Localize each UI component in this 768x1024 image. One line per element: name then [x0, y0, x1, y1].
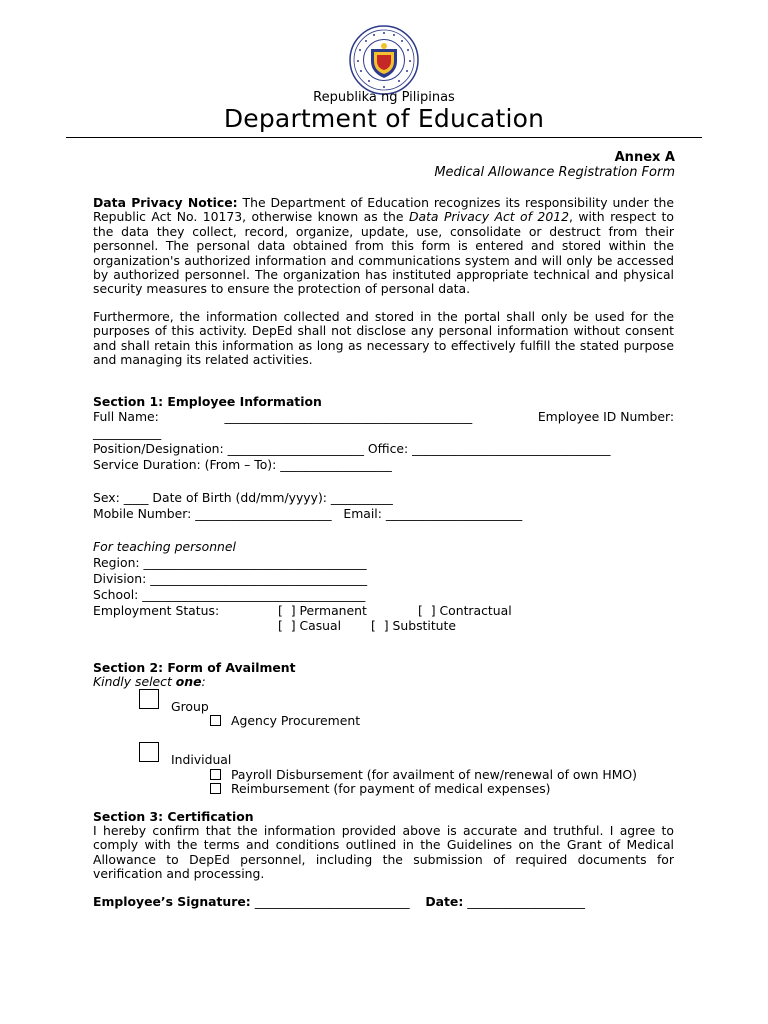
date-field[interactable]: ___________________ — [467, 894, 585, 909]
position-office-row[interactable]: Position/Designation: ______________________ Office: ________________________________ — [93, 441, 611, 456]
payroll-disbursement-label: Payroll Disbursement (for availment of new/renewal of own HMO) — [231, 767, 637, 782]
employee-id-field[interactable]: ___________ — [93, 425, 162, 440]
signature-label: Employee’s Signature: — [93, 894, 251, 909]
section-3-heading: Section 3: Certification — [93, 809, 254, 824]
full-name-label: Full Name: — [93, 409, 159, 424]
region-field[interactable]: Region: ____________________________________ — [93, 555, 367, 570]
section-2-heading: Section 2: Form of Availment — [93, 660, 296, 675]
reimbursement-option[interactable] — [210, 781, 550, 797]
privacy-text-1: The Department of Education recognizes its responsibility under the Republic Act No. 10173, otherwise known as the — [93, 195, 674, 225]
instruction-emphasis: one — [175, 674, 202, 689]
reimbursement-checkbox[interactable] — [210, 783, 221, 794]
group-label: Group — [171, 699, 209, 714]
privacy-notice — [93, 196, 674, 297]
department-title: Department of Education — [223, 104, 545, 133]
privacy-label: Data Privacy Notice: — [93, 195, 238, 210]
form-title: Medical Allowance Registration Form — [434, 165, 675, 180]
status-substitute-option[interactable]: [ ] Substitute — [371, 618, 457, 633]
section-1-heading: Section 1: Employee Information — [93, 394, 322, 409]
group-checkbox[interactable] — [139, 689, 159, 709]
deped-seal-logo — [349, 25, 419, 95]
employee-id-label: Employee ID Number: — [537, 409, 674, 424]
reimbursement-label: Reimbursement (for payment of medical expenses) — [231, 781, 551, 796]
sex-dob-row[interactable]: Sex: ____ Date of Birth (dd/mm/yyyy): __________ — [93, 490, 393, 505]
individual-checkbox[interactable] — [139, 742, 159, 762]
availment-instruction: Kindly select one: — [93, 674, 206, 689]
full-name-row — [93, 409, 674, 425]
signature-field[interactable]: _________________________ — [254, 894, 410, 909]
division-field[interactable]: Division: ___________________________________ — [93, 571, 368, 586]
employment-status-label: Employment Status: — [93, 603, 220, 618]
date-label: Date: — [425, 894, 464, 909]
teaching-personnel-note: For teaching personnel — [93, 539, 236, 554]
privacy-act-name: Data Privacy Act of 2012 — [408, 209, 569, 225]
school-field[interactable]: School: ____________________________________ — [93, 587, 366, 602]
privacy-paragraph-2: Furthermore, the information collected and stored in the portal shall only be used for the purposes of this activity. DepEd shall not disclose any personal information without consent and shall retain this information as long as necessary to effectively fulfill the stated purpose and managing its related activities. — [93, 309, 674, 368]
annex-title: Annex A — [614, 150, 675, 165]
agency-procurement-checkbox[interactable] — [210, 715, 221, 726]
mobile-email-row[interactable]: Mobile Number: ______________________ Email: ______________________ — [93, 506, 523, 521]
signature-row — [93, 894, 585, 910]
service-duration-row[interactable]: Service Duration: (From – To): __________________ — [93, 457, 392, 472]
republic-heading: Republika ng Pilipinas — [313, 90, 455, 105]
payroll-disbursement-checkbox[interactable] — [210, 769, 221, 780]
status-permanent-option[interactable]: [ ] Permanent — [278, 603, 367, 618]
full-name-field[interactable]: ________________________________________ — [224, 409, 473, 424]
status-contractual-option[interactable]: [ ] Contractual — [418, 603, 512, 618]
agency-procurement-label: Agency Procurement — [231, 713, 361, 728]
privacy-text-2: , with respect to the data they collect, record, organize, update, use, consolidate or destruct from their personnel. The personal data obtained from this form is entered and stored within the organization's authorized information and communications system and will only be accessed by authorized personnel. The organization has instituted appropriate technical and physical security measures to ensure the protection of personal data. — [93, 209, 674, 297]
agency-procurement-option[interactable] — [210, 713, 360, 729]
individual-label: Individual — [171, 752, 232, 767]
status-casual-option[interactable]: [ ] Casual — [278, 618, 342, 633]
certification-text: I hereby confirm that the information provided above is accurate and truthful. I agree to comply with the terms and conditions outlined in the Guidelines on the Grant of Medical Allowance to DepEd personnel, including the submission of required documents for verification and processing. — [93, 823, 674, 882]
header-divider — [66, 137, 702, 138]
